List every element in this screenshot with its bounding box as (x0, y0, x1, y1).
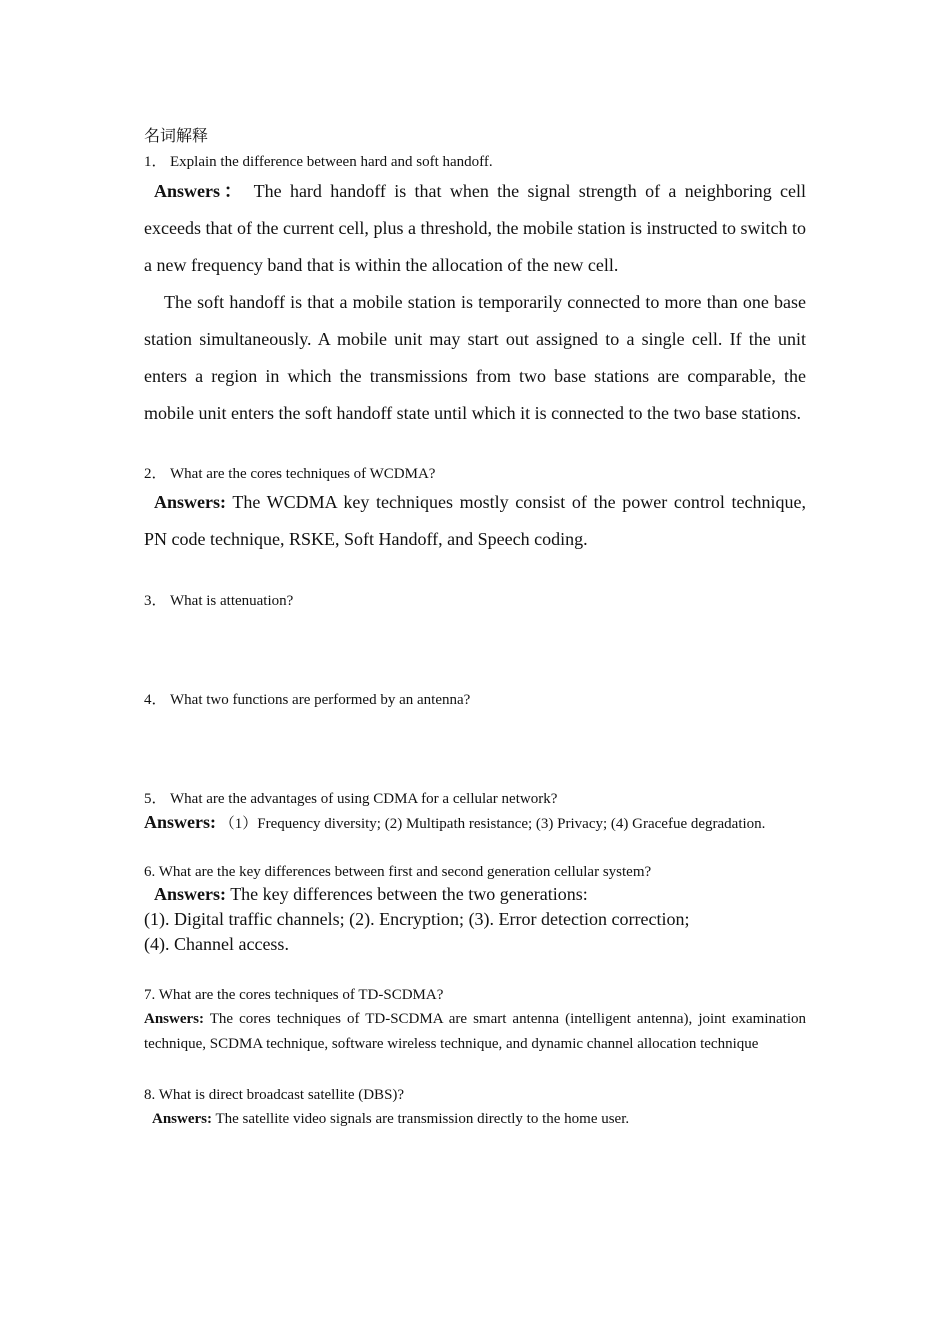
answer-6-line-2: (1). Digital traffic channels; (2). Encryption; (3). Error detection correction; (144, 909, 690, 929)
answer-2 (144, 484, 806, 558)
question-3-number: 3． (144, 593, 167, 609)
answer-1-para-1 (144, 173, 806, 284)
answer-1-label: Answers： (154, 181, 246, 201)
answer-1-text-1: The hard handoff is that when the signal strength of a neighboring cell exceeds that of the current cell, plus a threshold, the mobile station is instructed to switch to a new frequency band that is within the allocation of the new cell. (144, 181, 806, 275)
answer-8 (144, 1107, 806, 1132)
question-6-text: 6. What are the key differences between first and second generation cellular system? (144, 864, 652, 880)
answer-6-label: Answers: (154, 884, 226, 904)
question-5 (144, 789, 806, 809)
question-7 (144, 985, 806, 1005)
question-6 (144, 862, 806, 882)
answer-5 (144, 811, 806, 836)
question-5-number: 5． (144, 791, 167, 807)
answer-2-label: Answers: (154, 492, 226, 512)
question-1 (144, 152, 806, 172)
answer-7-text: The cores techniques of TD-SCDMA are smart antenna (intelligent antenna), joint examination technique, SCDMA technique, software wireless technique, and dynamic channel allocation technique (144, 1011, 806, 1052)
question-8 (144, 1085, 806, 1105)
answer-8-label: Answers: (152, 1111, 212, 1127)
answer-2-text: The WCDMA key techniques mostly consist of the power control technique, PN code technique, RSKE, Soft Handoff, and Speech coding. (144, 492, 806, 549)
section-heading: 名词解释 (144, 128, 209, 145)
answer-5-label: Answers: (144, 812, 216, 832)
question-2-text: What are the cores techniques of WCDMA? (170, 466, 436, 482)
answer-6-line-1 (144, 882, 806, 907)
question-4 (144, 690, 806, 710)
answer-8-text: The satellite video signals are transmission directly to the home user. (215, 1111, 630, 1127)
question-5-text: What are the advantages of using CDMA for a cellular network? (170, 791, 558, 807)
answer-6-line-3: (4). Channel access. (144, 934, 289, 954)
answer-7-label: Answers: (144, 1011, 204, 1027)
question-2 (144, 464, 806, 484)
document-page (144, 122, 806, 1132)
answer-5-text: （1）Frequency diversity; (2) Multipath resistance; (3) Privacy; (4) Gracefue degradation. (219, 816, 766, 832)
question-1-number: 1． (144, 154, 167, 170)
answer-1-text-2: The soft handoff is that a mobile station is temporarily connected to more than one base station simultaneously. A mobile unit may start out assigned to a single cell. If the unit enters a region in which the transmissions from two base stations are comparable, the mobile unit enters the soft handoff state until which it is connected to the two base stations. (144, 292, 806, 423)
answer-1-para-2 (144, 284, 806, 432)
answer-6-text-1: The key differences between the two generations: (230, 884, 588, 904)
question-3-text: What is attenuation? (170, 593, 294, 609)
answer-7 (144, 1007, 806, 1057)
question-7-text: 7. What are the cores techniques of TD-SCDMA? (144, 987, 444, 1003)
question-2-number: 2． (144, 466, 167, 482)
question-1-text: Explain the difference between hard and soft handoff. (170, 154, 493, 170)
question-4-number: 4． (144, 692, 167, 708)
question-3 (144, 591, 806, 611)
question-8-text: 8. What is direct broadcast satellite (DBS)? (144, 1087, 405, 1103)
question-4-text: What two functions are performed by an antenna? (170, 692, 471, 708)
